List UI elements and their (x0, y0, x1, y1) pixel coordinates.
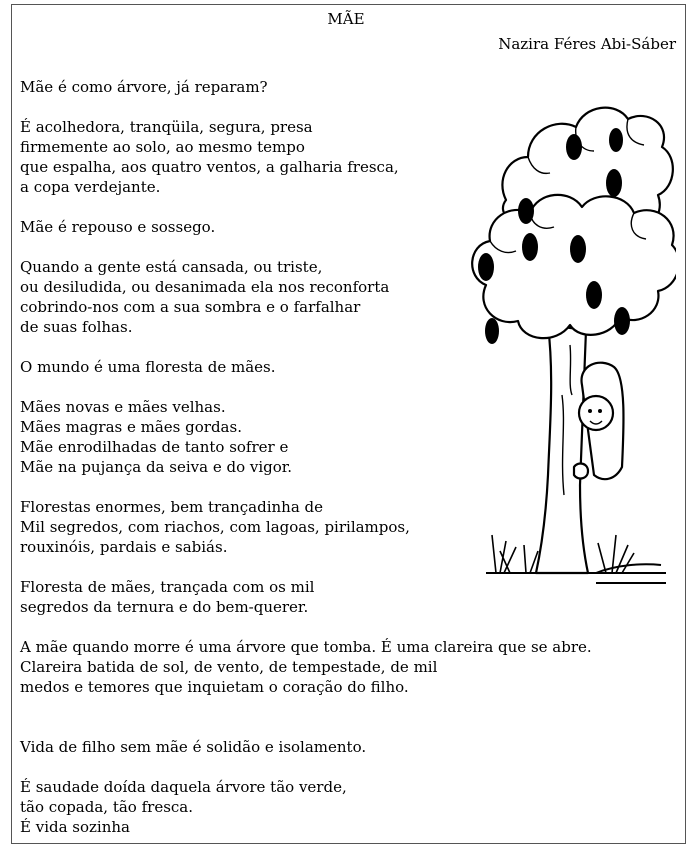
verse-line: O mundo é uma floresta de mães. (20, 358, 276, 376)
tree-with-child-icon (466, 95, 676, 605)
fruit (566, 134, 582, 160)
tree-trunk (536, 325, 588, 573)
poem-author: Nazira Féres Abi-Sáber (498, 35, 676, 53)
verse-line: rouxinóis, pardais e sabiás. (20, 538, 228, 556)
fruit (522, 233, 538, 261)
verse-line: A mãe quando morre é uma árvore que tomba. É uma clareira que se abre. (20, 638, 592, 656)
child-hand (574, 464, 588, 479)
stanza (20, 77, 680, 97)
verse-line: segredos da ternura e do bem-querer. (20, 598, 309, 616)
stanza (20, 637, 680, 697)
verse-line: firmemente ao solo, ao mesmo tempo (20, 138, 305, 156)
verse-line: Mãe enrodilhadas de tanto sofrer e (20, 438, 289, 456)
verse-line: É vida sozinha (20, 818, 130, 836)
stanza (20, 777, 680, 837)
verse-line: ou desiludida, ou desanimada ela nos reconforta (20, 278, 390, 296)
verse-line: a copa verdejante. (20, 178, 161, 196)
child-face (579, 396, 613, 430)
verse-line: Quando a gente está cansada, ou triste, (20, 258, 323, 276)
verse-line: Mãe é repouso e sossego. (20, 218, 216, 236)
stanza (20, 737, 680, 757)
verse-line: de suas folhas. (20, 318, 133, 336)
verse-line: Florestas enormes, bem trançadinha de (20, 498, 324, 516)
verse-line: Mães novas e mães velhas. (20, 398, 226, 416)
fruit (485, 318, 499, 344)
verse-line: medos e temores que inquietam o coração do filho. (20, 678, 409, 696)
verse-line: Mãe é como árvore, já reparam? (20, 78, 268, 96)
fruit (586, 281, 602, 309)
verse-line: Vida de filho sem mãe é solidão e isolamento. (20, 738, 367, 756)
fruit (518, 198, 534, 224)
verse-line: Mil segredos, com riachos, com lagoas, pirilampos, (20, 518, 410, 536)
verse-line: cobrindo-nos com a sua sombra e o farfalhar (20, 298, 361, 316)
verse-line: Mães magras e mães gordas. (20, 418, 242, 436)
verse-line: que espalha, aos quatro ventos, a galharia fresca, (20, 158, 399, 176)
poem-title: MÃE (327, 10, 365, 28)
verse-line: É saudade doída daquela árvore tão verde, (20, 778, 347, 796)
fruit (606, 169, 622, 197)
verse-line: Mãe na pujança da seiva e do vigor. (20, 458, 293, 476)
fruit (478, 253, 494, 281)
verse-line: Clareira batida de sol, de vento, de tempestade, de mil (20, 658, 438, 676)
verse-line: tão copada, tão fresca. (20, 798, 194, 816)
fruit (614, 307, 630, 335)
tree-crown-bottom (472, 195, 676, 338)
verse-line: Floresta de mães, trançada com os mil (20, 578, 315, 596)
fruit (609, 128, 623, 152)
verse-line: É acolhedora, tranqüila, segura, presa (20, 118, 313, 136)
fruit (570, 235, 586, 263)
